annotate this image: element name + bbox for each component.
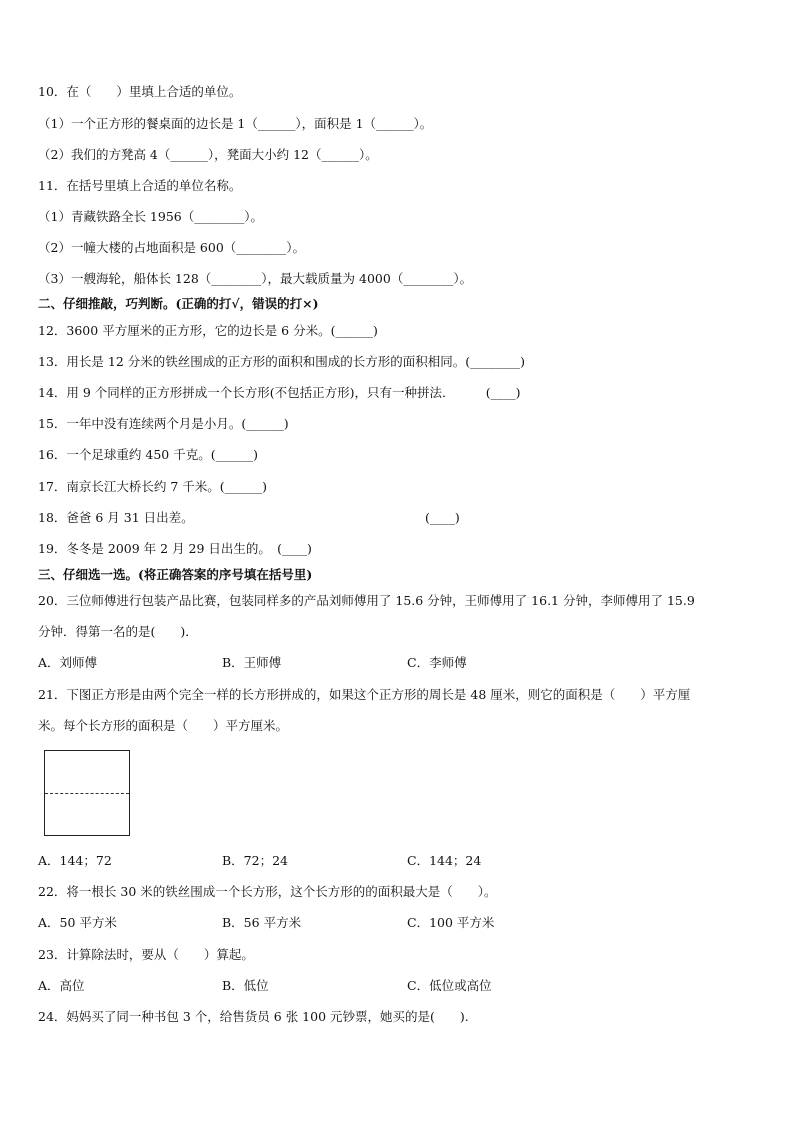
- question-14: 14．用 9 个同样的正方形拼成一个长方形(不包括正方形)，只有一种拼法． (____): [38, 385, 521, 400]
- question-21-line-2: 米。每个长方形的面积是（ ）平方厘米。: [38, 718, 289, 733]
- question-15: 15．一年中没有连续两个月是小月。(______): [38, 416, 289, 431]
- question-16: 16．一个足球重约 450 千克。(______): [38, 447, 258, 462]
- question-22-option-c: C．100 平方米: [407, 915, 495, 930]
- question-11-stem: 11．在括号里填上合适的单位名称。: [38, 178, 242, 193]
- question-22: 22．将一根长 30 米的铁丝围成一个长方形，这个长方形的的面积最大是（ ）。: [38, 884, 497, 899]
- question-10-part-2: （2）我们的方凳高 4（______），凳面大小约 12（______）。: [38, 147, 378, 162]
- question-19: 19．冬冬是 2009 年 2 月 29 日出生的。 (____): [38, 541, 312, 556]
- question-20-option-b: B．王师傅: [222, 655, 282, 670]
- question-21-line-1: 21．下图正方形是由两个完全一样的长方形拼成的，如果这个正方形的周长是 48 厘米，则它的面积是（ ）平方厘: [38, 687, 691, 702]
- question-23-option-b: B．低位: [222, 978, 269, 993]
- question-11-part-1: （1）青藏铁路全长 1956（________）。: [38, 209, 263, 224]
- question-21-option-a: A．144；72: [38, 853, 112, 868]
- question-12: 12．3600 平方厘米的正方形，它的边长是 6 分米。(______): [38, 323, 378, 338]
- question-10-part-1: （1）一个正方形的餐桌面的边长是 1（______），面积是 1（______）。: [38, 116, 433, 131]
- square-figure: [44, 750, 130, 836]
- section-3-heading: 三、仔细选一选。(将正确答案的序号填在括号里): [38, 567, 313, 582]
- dashed-divider-line: [45, 793, 129, 794]
- question-23-option-c: C．低位或高位: [407, 978, 492, 993]
- question-23: 23．计算除法时，要从（ ）算起。: [38, 947, 254, 962]
- question-22-option-b: B．56 平方米: [222, 915, 302, 930]
- question-20-line-1: 20．三位师傅进行包装产品比赛，包装同样多的产品刘师傅用了 15.6 分钟，王师傅用了 16.1 分钟，李师傅用了 15.9: [38, 593, 695, 608]
- question-23-option-a: A．高位: [38, 978, 85, 993]
- question-20-line-2: 分钟．得第一名的是( )．: [38, 624, 198, 639]
- question-18: 18．爸爸 6 月 31 日出差。: [38, 510, 194, 525]
- question-18-answer-blank: (____): [425, 510, 460, 525]
- question-17: 17．南京长江大桥长约 7 千米。(______): [38, 479, 268, 494]
- question-20-option-a: A．刘师傅: [38, 655, 98, 670]
- question-11-part-3: （3）一艘海轮，船体长 128（________），最大载质量为 4000（________）。: [38, 271, 473, 286]
- question-11-part-2: （2）一幢大楼的占地面积是 600（________）。: [38, 240, 306, 255]
- question-10-stem: 10．在（ ）里填上合适的单位。: [38, 84, 242, 99]
- question-20-option-c: C．李师傅: [407, 655, 467, 670]
- question-21-option-b: B．72；24: [222, 853, 288, 868]
- question-21-option-c: C．144；24: [407, 853, 482, 868]
- section-2-heading: 二、仔细推敲，巧判断。(正确的打√，错误的打×): [38, 296, 319, 311]
- question-22-option-a: A．50 平方米: [38, 915, 117, 930]
- question-13: 13．用长是 12 分米的铁丝围成的正方形的面积和围成的长方形的面积相同。(________): [38, 354, 526, 369]
- question-24: 24．妈妈买了同一种书包 3 个，给售货员 6 张 100 元钞票，她买的是( ).: [38, 1009, 469, 1024]
